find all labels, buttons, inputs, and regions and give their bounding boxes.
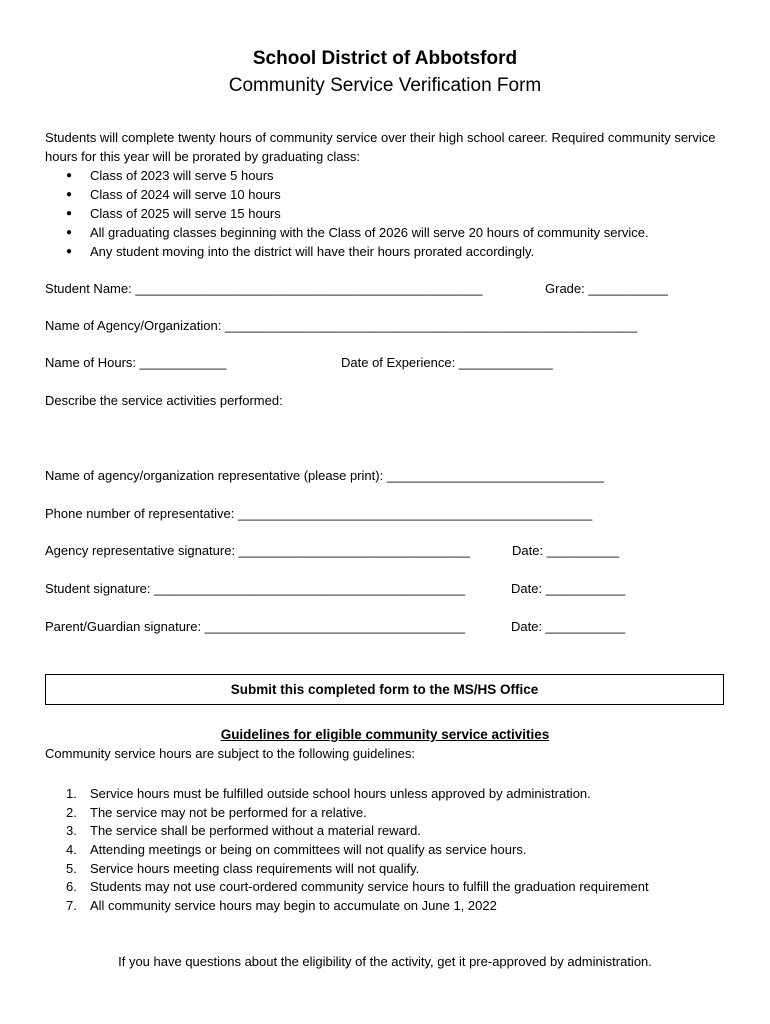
- date-of-experience-field[interactable]: Date of Experience: _____________: [341, 355, 553, 370]
- student-name-field[interactable]: Student Name: ________________________________________________: [45, 281, 483, 296]
- form-subtitle: Community Service Verification Form: [228, 75, 542, 96]
- list-item: 2. The service may not be performed for a relative.: [66, 804, 367, 820]
- footer-note: If you have questions about the eligibility of the activity, get it pre-approved by administration.: [118, 954, 652, 969]
- bullet-item: ● Class of 2025 will serve 15 hours: [66, 204, 649, 223]
- bullet-item: ● All graduating classes beginning with the Class of 2026 will serve 20 hours of community service.: [66, 223, 649, 242]
- hours-field[interactable]: Name of Hours: ____________: [45, 355, 227, 370]
- bullet-item: ● Class of 2024 will serve 10 hours: [66, 185, 649, 204]
- student-signature-field[interactable]: Student signature: ___________________________________________: [45, 581, 466, 596]
- submit-instruction-box: Submit this completed form to the MS/HS Office: [45, 674, 724, 705]
- agency-signature-date-field[interactable]: Date: __________: [512, 543, 619, 558]
- list-item: 4. Attending meetings or being on committees will not qualify as service hours.: [66, 842, 527, 858]
- list-item: 5. Service hours meeting class requirements will not qualify.: [66, 860, 420, 876]
- agency-signature-field[interactable]: Agency representative signature: ________________________________: [45, 543, 471, 558]
- agency-field[interactable]: Name of Agency/Organization: _________________________________________________________: [45, 318, 638, 333]
- parent-signature-date-field[interactable]: Date: ___________: [511, 619, 626, 634]
- form-title: School District of Abbotsford: [252, 48, 518, 69]
- list-item: 7. All community service hours may begin to accumulate on June 1, 2022: [66, 898, 497, 914]
- grade-field[interactable]: Grade: ___________: [545, 281, 668, 296]
- guidelines-list: [66, 785, 649, 916]
- parent-signature-field[interactable]: Parent/Guardian signature: ____________________________________: [45, 619, 465, 634]
- representative-phone-field[interactable]: Phone number of representative: _________________________________________________: [45, 506, 593, 521]
- list-item: 3. The service shall be performed without a material reward.: [66, 823, 421, 839]
- list-item: 1. Service hours must be fulfilled outside school hours unless approved by administration.: [66, 786, 591, 801]
- guidelines-intro: Community service hours are subject to the following guidelines:: [45, 746, 415, 761]
- representative-name-field[interactable]: Name of agency/organization representative (please print): ______________________________: [45, 468, 604, 483]
- describe-activities-label: Describe the service activities performed:: [45, 393, 283, 408]
- class-hours-list: [66, 166, 649, 261]
- guidelines-heading: Guidelines for eligible community service activities: [220, 727, 550, 742]
- bullet-item: ● Class of 2023 will serve 5 hours: [66, 166, 649, 185]
- intro-paragraph: Students will complete twenty hours of community service over their high school career. Required community service hours for this year will be prorated by graduating class:: [45, 130, 716, 164]
- list-item: 6. Students may not use court-ordered community service hours to fulfill the graduation requirement: [66, 879, 649, 895]
- student-signature-date-field[interactable]: Date: ___________: [511, 581, 626, 596]
- bullet-item: ● Any student moving into the district will have their hours prorated accordingly.: [66, 242, 649, 261]
